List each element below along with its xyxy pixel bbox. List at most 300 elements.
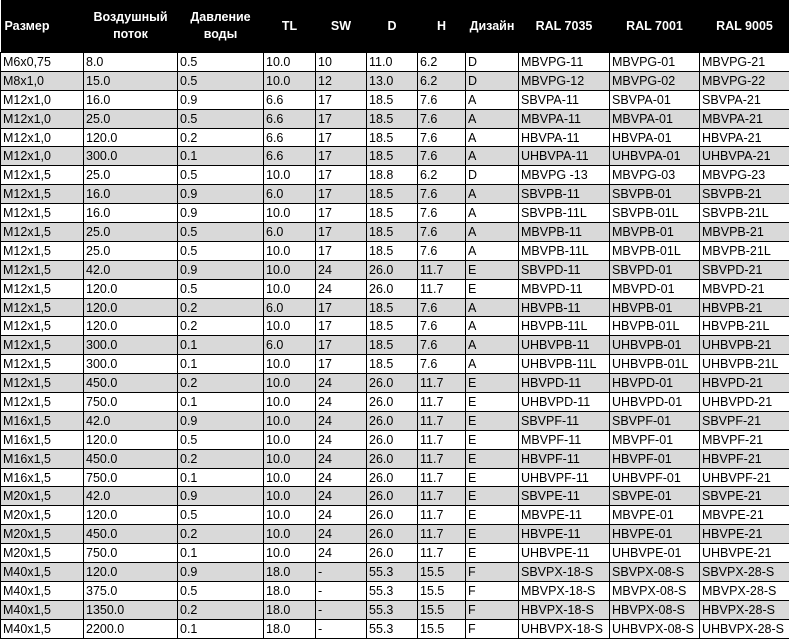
table-cell: 0.2 xyxy=(178,525,264,544)
table-cell: 750.0 xyxy=(84,468,178,487)
table-cell: 7.6 xyxy=(418,355,466,374)
table-cell: 300.0 xyxy=(84,336,178,355)
table-cell: 26.0 xyxy=(367,411,418,430)
table-cell: 0.2 xyxy=(178,374,264,393)
table-row xyxy=(1,298,789,317)
table-cell: 25.0 xyxy=(84,223,178,242)
table-cell: SBVPF-11 xyxy=(519,411,610,430)
table-cell: 10.0 xyxy=(264,430,316,449)
table-cell: SBVPA-11 xyxy=(519,90,610,109)
table-cell: 6.6 xyxy=(264,147,316,166)
table-row xyxy=(1,147,789,166)
table-cell: UHBVPE-11 xyxy=(519,544,610,563)
table-cell: 7.6 xyxy=(418,109,466,128)
table-cell: D xyxy=(466,53,519,72)
table-cell: A xyxy=(466,317,519,336)
table-cell: UHBVPB-11L xyxy=(519,355,610,374)
table-cell: 0.2 xyxy=(178,449,264,468)
table-cell: 7.6 xyxy=(418,241,466,260)
table-cell: 18.5 xyxy=(367,90,418,109)
table-cell: 18.0 xyxy=(264,619,316,638)
table-cell: 15.5 xyxy=(418,600,466,619)
table-cell: M12x1,5 xyxy=(1,336,84,355)
table-cell: A xyxy=(466,336,519,355)
table-cell: 18.5 xyxy=(367,317,418,336)
table-cell: M12x1,5 xyxy=(1,223,84,242)
table-cell: 17 xyxy=(316,204,367,223)
table-cell: F xyxy=(466,619,519,638)
table-cell: 0.2 xyxy=(178,600,264,619)
col-header-tl: TL xyxy=(264,0,316,53)
table-cell: 11.7 xyxy=(418,393,466,412)
table-cell: UHBVPF-01 xyxy=(610,468,700,487)
table-cell: 55.3 xyxy=(367,563,418,582)
table-cell: 26.0 xyxy=(367,506,418,525)
table-cell: 18.0 xyxy=(264,600,316,619)
table-cell: A xyxy=(466,185,519,204)
table-cell: HBVPA-11 xyxy=(519,128,610,147)
table-cell: HBVPA-01 xyxy=(610,128,700,147)
table-cell: UHBVPD-11 xyxy=(519,393,610,412)
table-cell: M16x1,5 xyxy=(1,411,84,430)
table-cell: 26.0 xyxy=(367,374,418,393)
table-cell: 0.5 xyxy=(178,279,264,298)
table-cell: 10.0 xyxy=(264,506,316,525)
table-cell: 17 xyxy=(316,166,367,185)
table-cell: 17 xyxy=(316,317,367,336)
table-cell: 11.7 xyxy=(418,260,466,279)
table-cell: 16.0 xyxy=(84,185,178,204)
table-cell: UHBVPB-11 xyxy=(519,336,610,355)
table-cell: 0.5 xyxy=(178,71,264,90)
table-cell: UHBVPX-18-S xyxy=(519,619,610,638)
table-cell: HBVPB-01L xyxy=(610,317,700,336)
table-cell: UHBVPX-28-S xyxy=(700,619,789,638)
table-cell: 24 xyxy=(316,506,367,525)
table-cell: 0.5 xyxy=(178,109,264,128)
table-cell: 10 xyxy=(316,53,367,72)
table-cell: 120.0 xyxy=(84,506,178,525)
table-cell: A xyxy=(466,298,519,317)
table-cell: SBVPF-21 xyxy=(700,411,789,430)
table-cell: MBVPG-23 xyxy=(700,166,789,185)
table-cell: 7.6 xyxy=(418,336,466,355)
table-row xyxy=(1,468,789,487)
table-cell: 450.0 xyxy=(84,449,178,468)
table-cell: HBVPE-01 xyxy=(610,525,700,544)
col-header-design: Дизайн xyxy=(466,0,519,53)
table-row xyxy=(1,53,789,72)
table-cell: 17 xyxy=(316,185,367,204)
table-cell: SBVPD-11 xyxy=(519,260,610,279)
table-cell: HBVPF-01 xyxy=(610,449,700,468)
col-header-sw: SW xyxy=(316,0,367,53)
table-cell: MBVPE-21 xyxy=(700,506,789,525)
table-cell: MBVPG -13 xyxy=(519,166,610,185)
table-cell: 120.0 xyxy=(84,298,178,317)
table-cell: 300.0 xyxy=(84,147,178,166)
table-cell: HBVPE-11 xyxy=(519,525,610,544)
table-cell: E xyxy=(466,430,519,449)
table-cell: 17 xyxy=(316,241,367,260)
table-cell: 42.0 xyxy=(84,411,178,430)
col-header-ral-7001: RAL 7001 xyxy=(610,0,700,53)
table-row xyxy=(1,430,789,449)
table-cell: 7.6 xyxy=(418,223,466,242)
table-cell: MBVPF-21 xyxy=(700,430,789,449)
table-cell: SBVPB-11L xyxy=(519,204,610,223)
table-cell: MBVPX-28-S xyxy=(700,581,789,600)
table-cell: 18.0 xyxy=(264,581,316,600)
table-cell: 6.2 xyxy=(418,166,466,185)
table-cell: 17 xyxy=(316,336,367,355)
table-cell: MBVPE-01 xyxy=(610,506,700,525)
table-cell: 6.2 xyxy=(418,71,466,90)
table-cell: MBVPD-21 xyxy=(700,279,789,298)
table-cell: 11.7 xyxy=(418,279,466,298)
table-cell: 6.2 xyxy=(418,53,466,72)
table-cell: 7.6 xyxy=(418,128,466,147)
table-cell: 24 xyxy=(316,487,367,506)
table-cell: M40x1,5 xyxy=(1,563,84,582)
table-cell: 8.0 xyxy=(84,53,178,72)
table-cell: - xyxy=(316,581,367,600)
table-cell: A xyxy=(466,128,519,147)
table-cell: M12x1,0 xyxy=(1,128,84,147)
table-cell: 15.5 xyxy=(418,581,466,600)
table-cell: M12x1,5 xyxy=(1,241,84,260)
table-row xyxy=(1,581,789,600)
table-cell: 300.0 xyxy=(84,355,178,374)
table-cell: 0.5 xyxy=(178,506,264,525)
table-cell: 7.6 xyxy=(418,298,466,317)
table-cell: SBVPE-01 xyxy=(610,487,700,506)
table-cell: SBVPB-01 xyxy=(610,185,700,204)
table-cell: 24 xyxy=(316,525,367,544)
table-cell: MBVPG-22 xyxy=(700,71,789,90)
table-cell: 6.6 xyxy=(264,90,316,109)
table-cell: UHBVPA-21 xyxy=(700,147,789,166)
table-cell: 24 xyxy=(316,393,367,412)
table-cell: 17 xyxy=(316,109,367,128)
table-cell: MBVPB-01 xyxy=(610,223,700,242)
table-cell: 375.0 xyxy=(84,581,178,600)
table-cell: 11.7 xyxy=(418,525,466,544)
table-cell: 24 xyxy=(316,544,367,563)
table-cell: SBVPB-11 xyxy=(519,185,610,204)
table-cell: 6.0 xyxy=(264,336,316,355)
table-cell: M20x1,5 xyxy=(1,544,84,563)
table-cell: UHBVPA-11 xyxy=(519,147,610,166)
table-row xyxy=(1,185,789,204)
table-cell: UHBVPB-21L xyxy=(700,355,789,374)
table-cell: MBVPD-11 xyxy=(519,279,610,298)
table-cell: 6.6 xyxy=(264,128,316,147)
table-cell: E xyxy=(466,487,519,506)
table-cell: SBVPB-01L xyxy=(610,204,700,223)
table-cell: M12x1,5 xyxy=(1,298,84,317)
table-cell: UHBVPB-01 xyxy=(610,336,700,355)
table-cell: 18.5 xyxy=(367,223,418,242)
table-cell: SBVPE-21 xyxy=(700,487,789,506)
table-cell: - xyxy=(316,600,367,619)
table-cell: 16.0 xyxy=(84,90,178,109)
table-cell: MBVPG-11 xyxy=(519,53,610,72)
col-header-ral-9005: RAL 9005 xyxy=(700,0,789,53)
table-cell: F xyxy=(466,581,519,600)
table-cell: M16x1,5 xyxy=(1,430,84,449)
table-cell: 10.0 xyxy=(264,204,316,223)
table-row xyxy=(1,411,789,430)
table-row xyxy=(1,355,789,374)
table-cell: 25.0 xyxy=(84,109,178,128)
table-row xyxy=(1,71,789,90)
header-row xyxy=(1,0,789,53)
table-cell: HBVPE-21 xyxy=(700,525,789,544)
table-cell: 18.5 xyxy=(367,147,418,166)
table-cell: 17 xyxy=(316,223,367,242)
table-cell: MBVPA-01 xyxy=(610,109,700,128)
table-cell: MBVPG-02 xyxy=(610,71,700,90)
table-cell: 1350.0 xyxy=(84,600,178,619)
table-cell: 11.7 xyxy=(418,449,466,468)
table-cell: 17 xyxy=(316,355,367,374)
table-row xyxy=(1,128,789,147)
table-cell: 24 xyxy=(316,260,367,279)
col-header-h: H xyxy=(418,0,466,53)
table-cell: UHBVPB-21 xyxy=(700,336,789,355)
table-cell: 10.0 xyxy=(264,279,316,298)
table-cell: M12x1,5 xyxy=(1,317,84,336)
table-cell: M12x1,0 xyxy=(1,109,84,128)
table-cell: 17 xyxy=(316,147,367,166)
table-cell: SBVPD-21 xyxy=(700,260,789,279)
table-cell: 10.0 xyxy=(264,487,316,506)
col-header-water-pressure: Давление воды xyxy=(178,0,264,53)
table-cell: E xyxy=(466,449,519,468)
table-cell: 0.9 xyxy=(178,411,264,430)
table-cell: 42.0 xyxy=(84,487,178,506)
table-cell: 26.0 xyxy=(367,525,418,544)
table-cell: 18.5 xyxy=(367,204,418,223)
table-cell: 0.5 xyxy=(178,53,264,72)
table-cell: 26.0 xyxy=(367,430,418,449)
table-cell: MBVPG-12 xyxy=(519,71,610,90)
table-cell: 2200.0 xyxy=(84,619,178,638)
table-row xyxy=(1,525,789,544)
table-body xyxy=(1,53,789,639)
table-cell: 0.2 xyxy=(178,128,264,147)
table-cell: E xyxy=(466,279,519,298)
table-cell: 0.5 xyxy=(178,223,264,242)
table-cell: M12x1,5 xyxy=(1,260,84,279)
table-cell: 11.7 xyxy=(418,430,466,449)
table-cell: 11.7 xyxy=(418,374,466,393)
table-cell: MBVPA-21 xyxy=(700,109,789,128)
table-cell: HBVPB-21L xyxy=(700,317,789,336)
table-row xyxy=(1,109,789,128)
table-cell: M12x1,5 xyxy=(1,279,84,298)
table-cell: M12x1,5 xyxy=(1,166,84,185)
table-cell: HBVPB-11 xyxy=(519,298,610,317)
table-cell: MBVPB-11 xyxy=(519,223,610,242)
table-cell: 10.0 xyxy=(264,449,316,468)
table-cell: SBVPA-21 xyxy=(700,90,789,109)
table-cell: 450.0 xyxy=(84,374,178,393)
table-cell: 10.0 xyxy=(264,71,316,90)
table-cell: HBVPD-21 xyxy=(700,374,789,393)
table-cell: 24 xyxy=(316,411,367,430)
table-cell: MBVPD-01 xyxy=(610,279,700,298)
table-cell: D xyxy=(466,71,519,90)
table-cell: MBVPB-21 xyxy=(700,223,789,242)
table-cell: 0.9 xyxy=(178,204,264,223)
table-cell: 11.7 xyxy=(418,544,466,563)
table-cell: - xyxy=(316,563,367,582)
table-cell: 18.5 xyxy=(367,185,418,204)
table-cell: 0.1 xyxy=(178,619,264,638)
table-cell: 26.0 xyxy=(367,468,418,487)
table-cell: 11.7 xyxy=(418,411,466,430)
table-cell: F xyxy=(466,563,519,582)
table-cell: 0.9 xyxy=(178,563,264,582)
table-cell: UHBVPB-01L xyxy=(610,355,700,374)
table-cell: 10.0 xyxy=(264,468,316,487)
table-cell: SBVPX-28-S xyxy=(700,563,789,582)
table-cell: E xyxy=(466,411,519,430)
table-cell: M12x1,5 xyxy=(1,393,84,412)
table-cell: 24 xyxy=(316,279,367,298)
table-cell: 26.0 xyxy=(367,487,418,506)
table-cell: E xyxy=(466,393,519,412)
table-row xyxy=(1,544,789,563)
table-row xyxy=(1,317,789,336)
table-cell: 7.6 xyxy=(418,90,466,109)
table-cell: 26.0 xyxy=(367,260,418,279)
table-row xyxy=(1,166,789,185)
table-cell: M20x1,5 xyxy=(1,525,84,544)
table-cell: A xyxy=(466,223,519,242)
table-row xyxy=(1,336,789,355)
table-cell: MBVPB-01L xyxy=(610,241,700,260)
table-cell: - xyxy=(316,619,367,638)
table-cell: SBVPD-01 xyxy=(610,260,700,279)
table-cell: M12x1,5 xyxy=(1,355,84,374)
table-cell: 0.1 xyxy=(178,355,264,374)
table-cell: 24 xyxy=(316,374,367,393)
table-row xyxy=(1,563,789,582)
table-cell: MBVPE-11 xyxy=(519,506,610,525)
table-cell: 0.1 xyxy=(178,544,264,563)
table-cell: M40x1,5 xyxy=(1,619,84,638)
table-cell: 17 xyxy=(316,128,367,147)
table-cell: UHBVPE-21 xyxy=(700,544,789,563)
table-row xyxy=(1,619,789,638)
table-cell: MBVPG-01 xyxy=(610,53,700,72)
table-cell: 10.0 xyxy=(264,317,316,336)
table-cell: SBVPX-18-S xyxy=(519,563,610,582)
table-cell: 18.5 xyxy=(367,128,418,147)
table-cell: UHBVPE-01 xyxy=(610,544,700,563)
table-cell: MBVPB-11L xyxy=(519,241,610,260)
table-cell: M40x1,5 xyxy=(1,600,84,619)
table-cell: HBVPF-21 xyxy=(700,449,789,468)
table-cell: 0.1 xyxy=(178,147,264,166)
table-cell: HBVPX-08-S xyxy=(610,600,700,619)
table-cell: A xyxy=(466,90,519,109)
table-cell: 11.7 xyxy=(418,506,466,525)
table-cell: HBVPB-01 xyxy=(610,298,700,317)
table-cell: D xyxy=(466,166,519,185)
table-cell: 10.0 xyxy=(264,525,316,544)
table-cell: MBVPX-18-S xyxy=(519,581,610,600)
table-cell: 120.0 xyxy=(84,128,178,147)
table-cell: 10.0 xyxy=(264,544,316,563)
table-cell: 26.0 xyxy=(367,544,418,563)
table-cell: 120.0 xyxy=(84,279,178,298)
table-cell: E xyxy=(466,468,519,487)
table-cell: F xyxy=(466,600,519,619)
table-cell: M12x1,0 xyxy=(1,147,84,166)
table-cell: 18.5 xyxy=(367,109,418,128)
table-cell: 450.0 xyxy=(84,525,178,544)
table-cell: M16x1,5 xyxy=(1,468,84,487)
table-cell: 7.6 xyxy=(418,317,466,336)
table-cell: HBVPX-28-S xyxy=(700,600,789,619)
table-cell: M6x0,75 xyxy=(1,53,84,72)
table-cell: MBVPF-11 xyxy=(519,430,610,449)
table-cell: 0.9 xyxy=(178,487,264,506)
table-cell: A xyxy=(466,109,519,128)
table-cell: 0.9 xyxy=(178,90,264,109)
table-cell: HBVPD-11 xyxy=(519,374,610,393)
table-cell: 55.3 xyxy=(367,619,418,638)
table-cell: M12x1,5 xyxy=(1,374,84,393)
table-row xyxy=(1,487,789,506)
table-cell: 0.5 xyxy=(178,581,264,600)
table-cell: 120.0 xyxy=(84,317,178,336)
table-row xyxy=(1,241,789,260)
table-cell: 120.0 xyxy=(84,430,178,449)
table-cell: E xyxy=(466,544,519,563)
table-cell: 6.0 xyxy=(264,223,316,242)
table-cell: E xyxy=(466,525,519,544)
col-header-size: Размер xyxy=(1,0,84,53)
table-cell: 24 xyxy=(316,468,367,487)
table-cell: E xyxy=(466,506,519,525)
table-row xyxy=(1,223,789,242)
table-cell: M20x1,5 xyxy=(1,506,84,525)
table-cell: 18.5 xyxy=(367,336,418,355)
table-cell: HBVPB-21 xyxy=(700,298,789,317)
table-cell: 18.0 xyxy=(264,563,316,582)
table-cell: 17 xyxy=(316,90,367,109)
table-row xyxy=(1,506,789,525)
table-cell: 17 xyxy=(316,298,367,317)
col-header-airflow: Воздушный поток xyxy=(84,0,178,53)
table-cell: 18.5 xyxy=(367,355,418,374)
table-cell: 24 xyxy=(316,430,367,449)
table-cell: 18.5 xyxy=(367,241,418,260)
table-cell: 0.1 xyxy=(178,468,264,487)
table-cell: A xyxy=(466,241,519,260)
table-cell: 18.5 xyxy=(367,298,418,317)
table-cell: 10.0 xyxy=(264,241,316,260)
table-row xyxy=(1,393,789,412)
table-cell: 6.0 xyxy=(264,185,316,204)
table-cell: E xyxy=(466,374,519,393)
table-cell: MBVPB-21L xyxy=(700,241,789,260)
